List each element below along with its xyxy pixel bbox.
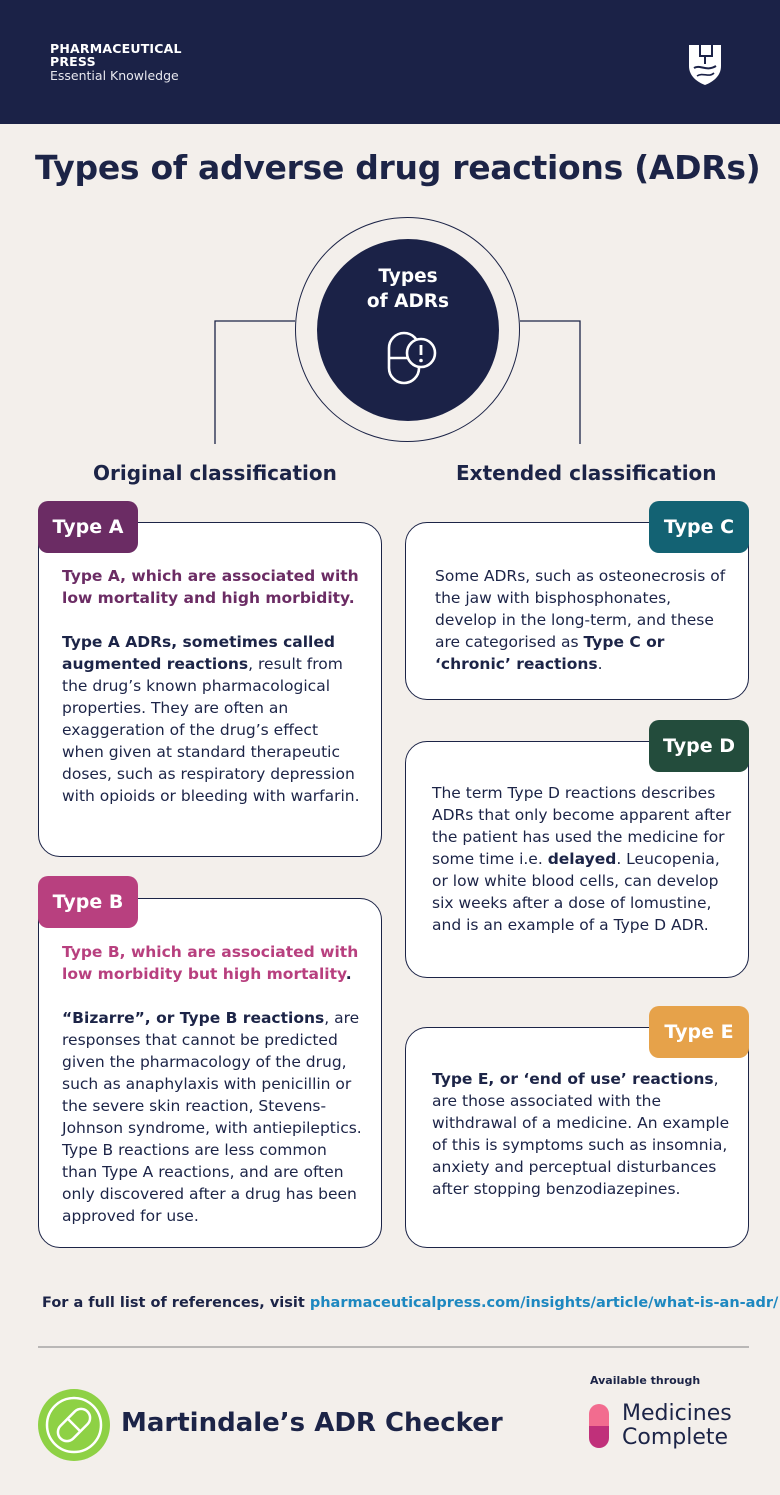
brand-line-2: PRESS bbox=[50, 54, 96, 69]
type-c-tag: Type C bbox=[649, 501, 749, 553]
type-d-text-2: . Leucopenia, or low white blood cells, can develop six weeks after a dose of lomustine, and is an example of a Type D ADR. bbox=[432, 850, 720, 934]
type-c-text-2: . bbox=[597, 655, 603, 673]
brand-tagline: Essential Knowledge bbox=[50, 68, 179, 83]
type-d-text-1: The term Type D reactions describes ADRs that only become apparent after the patient has used the medicine for some time i.e. bbox=[432, 784, 732, 868]
type-b-tag: Type B bbox=[38, 876, 138, 928]
hub-title-line-1: Types bbox=[378, 266, 438, 287]
partner-line-1: Medicines bbox=[622, 1401, 732, 1426]
type-e-card bbox=[405, 1027, 749, 1248]
type-a-lead: Type A, which are associated with low mortality and high morbidity. bbox=[62, 567, 359, 607]
type-a-rest: , result from the drug’s known pharmacological properties. They are often an exaggeration of the drug’s effect when given at standard therapeutic doses, such as respiratory depression with opioids or bleeding with warfarin. bbox=[62, 655, 360, 805]
page-title: Types of adverse drug reactions (ADRs) bbox=[35, 148, 761, 187]
type-b-bold: “Bizarre”, or Type B reactions bbox=[62, 1009, 325, 1027]
hub-title bbox=[317, 264, 499, 314]
pill-alert-icon bbox=[387, 329, 439, 387]
references-prefix: For a full list of references, visit bbox=[42, 1295, 310, 1311]
martindale-logo[interactable] bbox=[38, 1389, 110, 1461]
extended-classification-heading: Extended classification bbox=[456, 461, 717, 485]
pill-icon bbox=[38, 1389, 110, 1461]
type-d-text bbox=[432, 782, 732, 936]
footer-divider bbox=[38, 1346, 749, 1348]
type-a-card bbox=[38, 522, 382, 857]
references-link[interactable]: pharmaceuticalpress.com/insights/article/what-is-an-adr/ bbox=[309, 1295, 779, 1311]
partner-line-2: Complete bbox=[622, 1425, 729, 1450]
available-through-label: Available through bbox=[590, 1374, 701, 1387]
type-b-text bbox=[62, 941, 362, 1227]
brand-line-1: PHARMACEUTICAL bbox=[50, 41, 182, 56]
type-b-lead: Type B, which are associated with low morbidity but high mortality bbox=[62, 943, 359, 983]
type-b-lead-end: . bbox=[345, 965, 352, 983]
original-classification-heading: Original classification bbox=[93, 461, 337, 485]
type-e-text bbox=[432, 1068, 732, 1200]
references-line bbox=[42, 1295, 778, 1311]
hub-title-line-2: of ADRs bbox=[366, 291, 450, 312]
martindale-product-name[interactable]: Martindale’s ADR Checker bbox=[121, 1408, 503, 1438]
type-c-text bbox=[435, 565, 733, 675]
medicines-complete-pill-icon bbox=[589, 1404, 609, 1448]
type-c-text-1: Some ADRs, such as osteonecrosis of the jaw with bisphosphonates, develop in the long-term, and these are categorised as bbox=[435, 567, 726, 651]
type-b-lead-para bbox=[62, 941, 362, 985]
type-a-bold: Type A ADRs, sometimes called augmented reactions bbox=[62, 633, 335, 673]
hub-circle bbox=[317, 239, 499, 421]
type-a-body bbox=[62, 631, 362, 807]
medicines-complete-logo[interactable] bbox=[622, 1402, 732, 1450]
type-b-card bbox=[38, 898, 382, 1248]
type-d-card bbox=[405, 741, 749, 978]
type-e-rest: , are those associated with the withdrawal of a medicine. An example of this is symptoms such as insomnia, anxiety and perceptual disturbances after stopping benzodiazepines. bbox=[432, 1070, 730, 1198]
type-e-tag: Type E bbox=[649, 1006, 749, 1058]
type-b-rest: , are responses that cannot be predicted given the pharmacology of the drug, such as anaphylaxis with penicillin or the severe skin reaction, Stevens-Johnson syndrome, with antiepileptics. Type B reactions are less common than Type A reactions, and are often only discovered after a drug has been approved for use. bbox=[62, 1009, 362, 1225]
type-d-bold: delayed bbox=[547, 850, 617, 868]
type-d-tag: Type D bbox=[649, 720, 749, 772]
type-a-tag: Type A bbox=[38, 501, 138, 553]
type-b-body bbox=[62, 1007, 362, 1227]
type-e-bold: Type E, or ‘end of use’ reactions bbox=[432, 1070, 714, 1088]
type-a-text bbox=[62, 565, 362, 807]
type-c-bold: Type C or ‘chronic’ reactions bbox=[435, 633, 665, 673]
